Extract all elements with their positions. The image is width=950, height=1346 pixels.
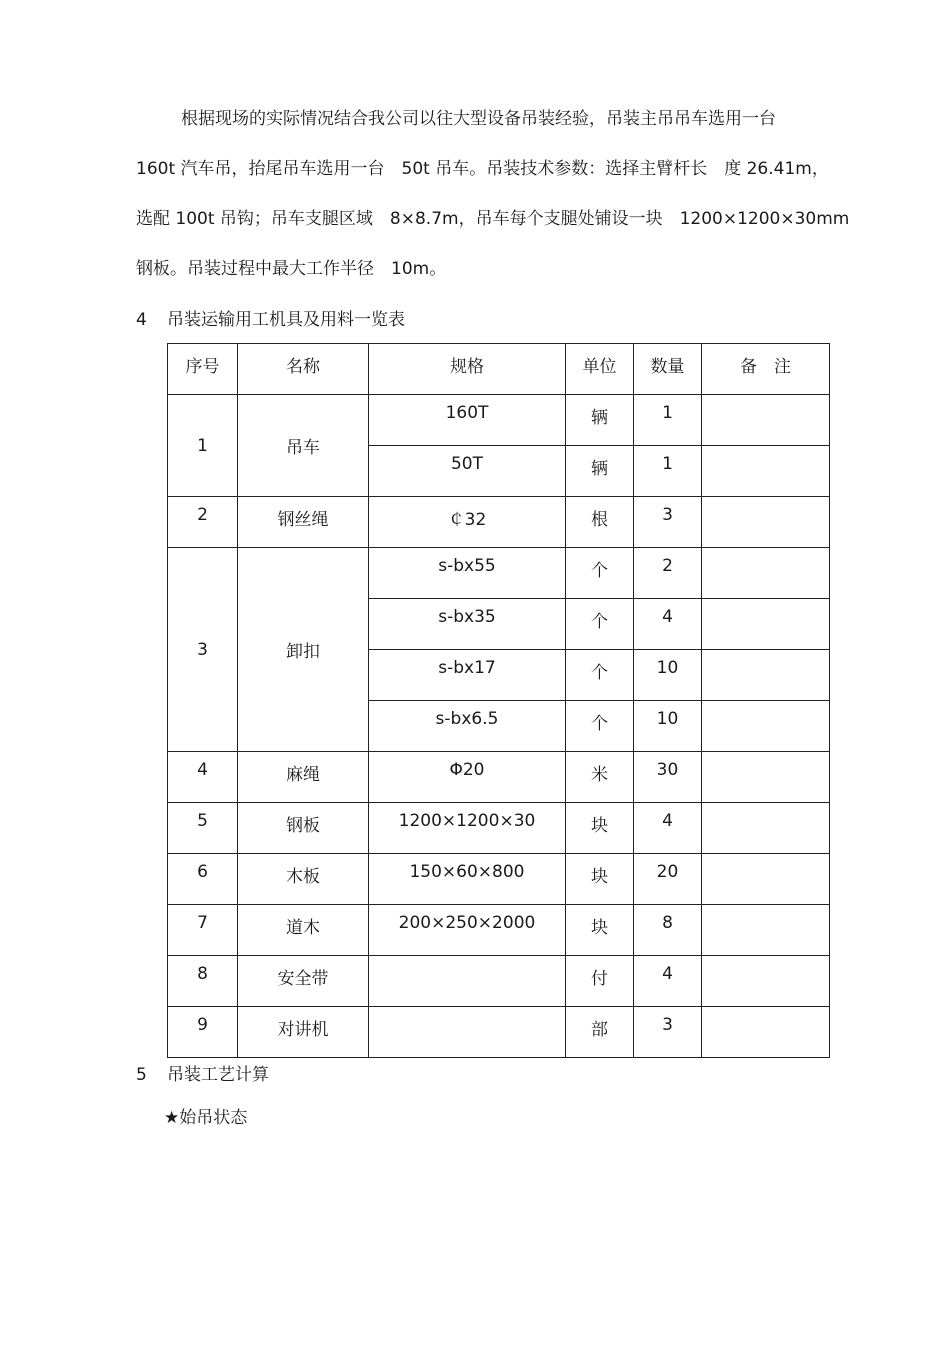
cell-name: 道木: [238, 905, 369, 956]
table-row: [168, 854, 830, 905]
table-row: [168, 752, 830, 803]
cell-unit: 辆: [566, 446, 634, 497]
cell-name: 木板: [238, 854, 369, 905]
cell-spec: 1200×1200×30: [369, 803, 566, 854]
cell-seq: 9: [168, 1007, 238, 1058]
cell-seq: 8: [168, 956, 238, 1007]
header-seq: 序号: [168, 344, 238, 395]
cell-seq: 6: [168, 854, 238, 905]
cell-spec: Φ20: [369, 752, 566, 803]
cell-remark: [702, 599, 830, 650]
cell-name: 麻绳: [238, 752, 369, 803]
cell-spec: [369, 956, 566, 1007]
table-row: [168, 497, 830, 548]
section-4-number: 4: [136, 310, 147, 330]
cell-qty: 1: [634, 395, 702, 446]
table-row: [168, 956, 830, 1007]
table-header-row: [168, 344, 830, 395]
cell-qty: 3: [634, 497, 702, 548]
cell-name: 钢丝绳: [238, 497, 369, 548]
cell-spec: 50T: [369, 446, 566, 497]
cell-qty: 10: [634, 701, 702, 752]
cell-name: 钢板: [238, 803, 369, 854]
cell-spec: 200×250×2000: [369, 905, 566, 956]
cell-qty: 20: [634, 854, 702, 905]
cell-unit: 米: [566, 752, 634, 803]
table-row: [168, 905, 830, 956]
cell-qty: 1: [634, 446, 702, 497]
table-row: [168, 548, 830, 599]
header-remark: 备 注: [702, 344, 830, 395]
cell-spec: 160T: [369, 395, 566, 446]
table-row: [168, 1007, 830, 1058]
cell-seq: 4: [168, 752, 238, 803]
cell-qty: 3: [634, 1007, 702, 1058]
cell-spec: s-bx6.5: [369, 701, 566, 752]
cell-qty: 4: [634, 803, 702, 854]
cell-unit: 辆: [566, 395, 634, 446]
cell-unit: 个: [566, 548, 634, 599]
section-5-number: 5: [136, 1065, 147, 1085]
cell-remark: [702, 1007, 830, 1058]
cell-remark: [702, 956, 830, 1007]
equipment-table: [167, 343, 830, 1058]
cell-qty: 2: [634, 548, 702, 599]
cell-name: 卸扣: [238, 548, 369, 752]
cell-spec: s-bx55: [369, 548, 566, 599]
cell-unit: 根: [566, 497, 634, 548]
table-row: [168, 803, 830, 854]
cell-unit: 块: [566, 905, 634, 956]
header-spec: 规格: [369, 344, 566, 395]
cell-unit: 个: [566, 599, 634, 650]
cell-remark: [702, 803, 830, 854]
cell-remark: [702, 650, 830, 701]
cell-remark: [702, 548, 830, 599]
cell-remark: [702, 497, 830, 548]
header-name: 名称: [238, 344, 369, 395]
section-4-title: 吊装运输用工机具及用料一览表: [167, 310, 405, 330]
paragraph-line-1: 根据现场的实际情况结合我公司以往大型设备吊装经验，吊装主吊吊车选用一台: [181, 109, 776, 129]
cell-qty: 10: [634, 650, 702, 701]
cell-unit: 块: [566, 854, 634, 905]
paragraph-line-4: 钢板。吊装过程中最大工作半径 10m。: [136, 259, 447, 279]
cell-remark: [702, 701, 830, 752]
cell-unit: 个: [566, 701, 634, 752]
cell-remark: [702, 905, 830, 956]
cell-qty: 4: [634, 956, 702, 1007]
cell-seq: 7: [168, 905, 238, 956]
table-row: [168, 395, 830, 446]
section-5-title: 吊装工艺计算: [167, 1065, 269, 1085]
cell-name: 安全带: [238, 956, 369, 1007]
cell-spec: s-bx35: [369, 599, 566, 650]
cell-spec: s-bx17: [369, 650, 566, 701]
cell-seq: 2: [168, 497, 238, 548]
cell-unit: 付: [566, 956, 634, 1007]
cell-unit: 块: [566, 803, 634, 854]
cell-seq: 5: [168, 803, 238, 854]
header-unit: 单位: [566, 344, 634, 395]
cell-seq: 1: [168, 395, 238, 497]
cell-remark: [702, 446, 830, 497]
paragraph-line-2: 160t 汽车吊，抬尾吊车选用一台 50t 吊车。吊装技术参数：选择主臂杆长 度 26.41m，: [136, 159, 829, 179]
cell-remark: [702, 854, 830, 905]
cell-seq: 3: [168, 548, 238, 752]
cell-qty: 8: [634, 905, 702, 956]
subsection-title: ★始吊状态: [164, 1108, 248, 1128]
cell-remark: [702, 752, 830, 803]
cell-unit: 部: [566, 1007, 634, 1058]
cell-name: 吊车: [238, 395, 369, 497]
paragraph-line-3: 选配 100t 吊钩；吊车支腿区域 8×8.7m，吊车每个支腿处铺设一块 1200×1200×30mm: [136, 209, 850, 229]
cell-spec: [369, 1007, 566, 1058]
cell-remark: [702, 395, 830, 446]
cell-spec: 150×60×800: [369, 854, 566, 905]
cell-unit: 个: [566, 650, 634, 701]
cell-qty: 4: [634, 599, 702, 650]
header-qty: 数量: [634, 344, 702, 395]
cell-name: 对讲机: [238, 1007, 369, 1058]
cell-spec: ￠32: [369, 497, 566, 548]
cell-qty: 30: [634, 752, 702, 803]
